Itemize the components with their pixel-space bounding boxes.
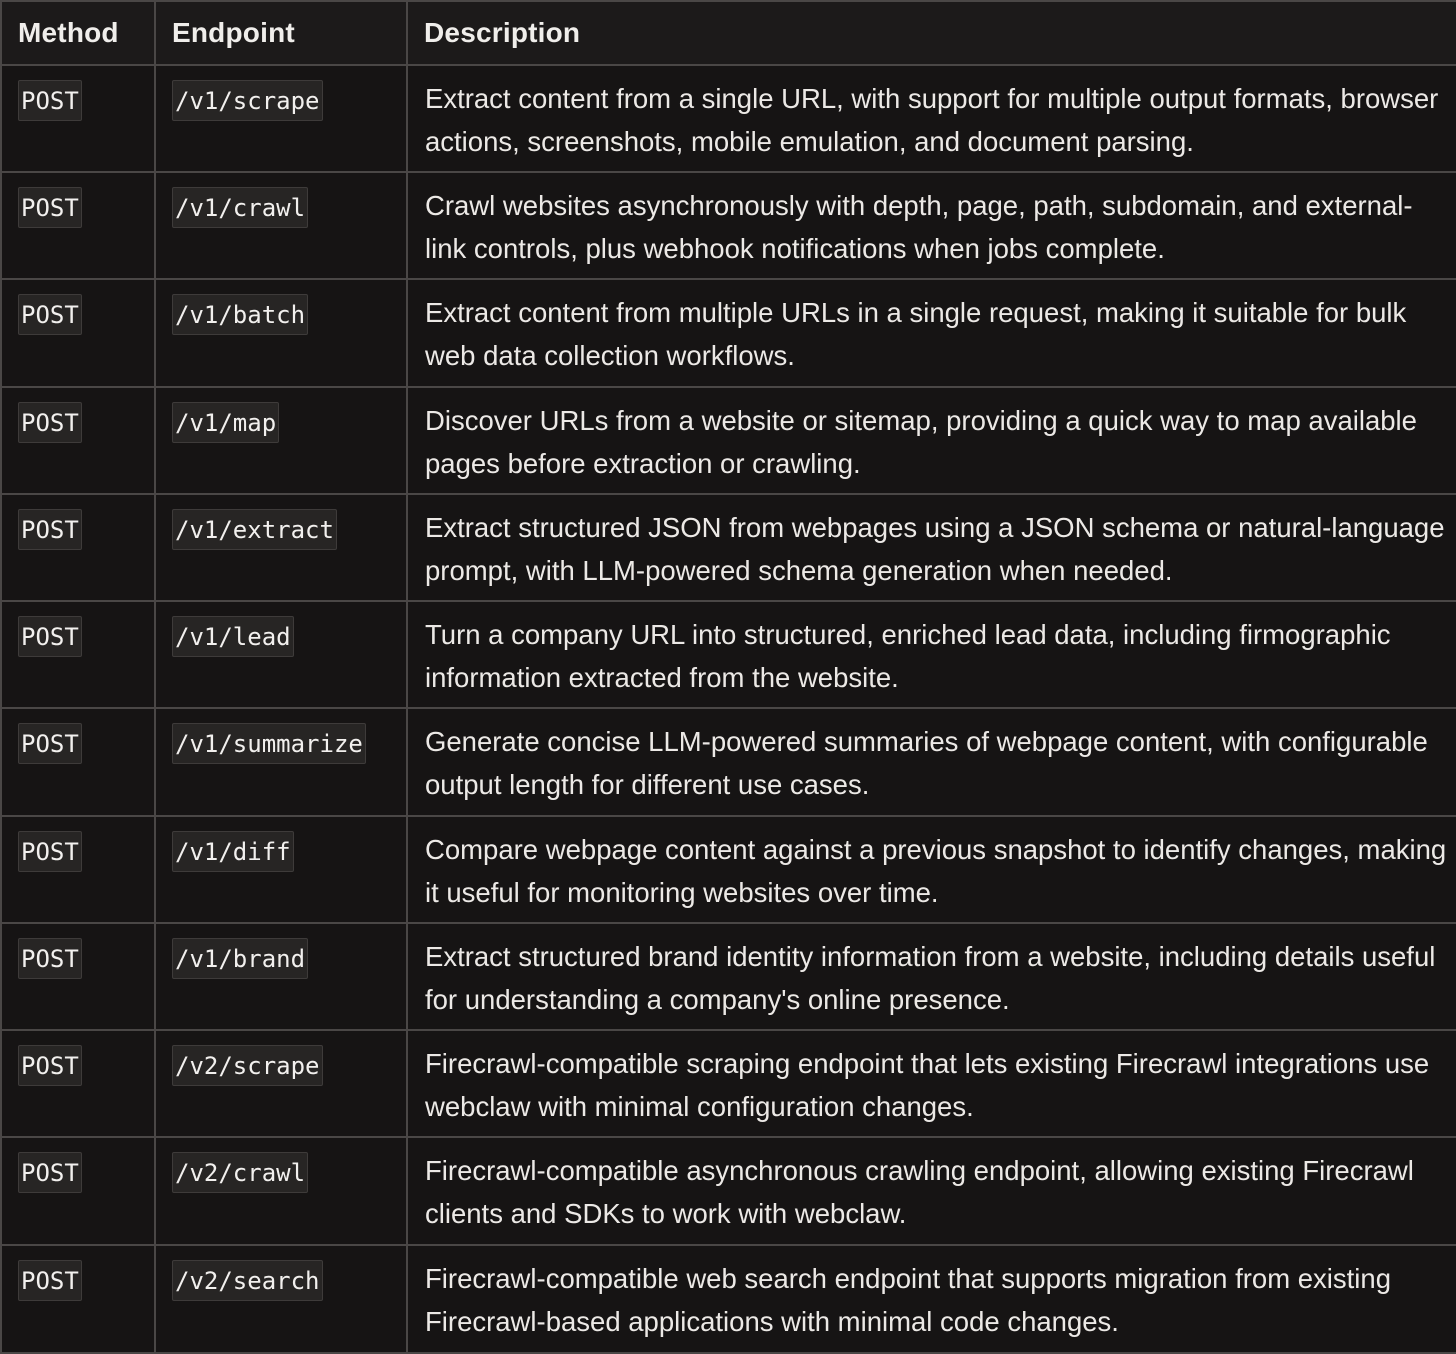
endpoint-code: /v1/summarize [172, 723, 366, 764]
endpoint-cell [155, 923, 407, 1030]
description-cell: Firecrawl-compatible web search endpoint that supports migration from existing Firecrawl-based applications with minimal code changes. [407, 1245, 1456, 1353]
endpoint-code: /v1/scrape [172, 80, 323, 121]
header-row [1, 1, 1456, 65]
method-cell [1, 172, 155, 279]
table-header [1, 1, 1456, 65]
header-description: Description [407, 1, 1456, 65]
method-code: POST [18, 509, 82, 550]
table-row [1, 1137, 1456, 1244]
endpoint-code: /v2/search [172, 1260, 323, 1301]
endpoint-code: /v2/scrape [172, 1045, 323, 1086]
description-cell: Compare webpage content against a previous snapshot to identify changes, making it useful for monitoring websites over time. [407, 816, 1456, 923]
endpoint-cell [155, 1137, 407, 1244]
method-cell [1, 1137, 155, 1244]
header-endpoint: Endpoint [155, 1, 407, 65]
method-cell [1, 65, 155, 172]
endpoint-code: /v1/brand [172, 938, 308, 979]
method-cell [1, 816, 155, 923]
description-cell: Crawl websites asynchronously with depth, page, path, subdomain, and external-link controls, plus webhook notifications when jobs complete. [407, 172, 1456, 279]
method-cell [1, 387, 155, 494]
description-cell: Extract structured brand identity information from a website, including details useful for understanding a company's online presence. [407, 923, 1456, 1030]
endpoint-cell [155, 1030, 407, 1137]
method-cell [1, 1245, 155, 1353]
endpoint-cell [155, 172, 407, 279]
method-cell [1, 708, 155, 815]
table-body [1, 65, 1456, 1353]
method-code: POST [18, 938, 82, 979]
description-cell: Extract content from multiple URLs in a single request, making it suitable for bulk web data collection workflows. [407, 279, 1456, 386]
description-cell: Discover URLs from a website or sitemap, providing a quick way to map available pages before extraction or crawling. [407, 387, 1456, 494]
table-row [1, 172, 1456, 279]
description-cell: Generate concise LLM-powered summaries of webpage content, with configurable output length for different use cases. [407, 708, 1456, 815]
endpoint-code: /v1/diff [172, 831, 294, 872]
table-row [1, 601, 1456, 708]
method-code: POST [18, 187, 82, 228]
method-code: POST [18, 1045, 82, 1086]
method-code: POST [18, 723, 82, 764]
endpoint-cell [155, 279, 407, 386]
table-row [1, 923, 1456, 1030]
table-row [1, 816, 1456, 923]
table-row [1, 1245, 1456, 1353]
endpoint-code: /v1/lead [172, 616, 294, 657]
method-cell [1, 494, 155, 601]
method-cell [1, 923, 155, 1030]
method-cell [1, 1030, 155, 1137]
endpoint-cell [155, 1245, 407, 1353]
table-row [1, 1030, 1456, 1137]
endpoint-code: /v1/map [172, 402, 279, 443]
method-code: POST [18, 831, 82, 872]
description-cell: Firecrawl-compatible asynchronous crawling endpoint, allowing existing Firecrawl clients and SDKs to work with webclaw. [407, 1137, 1456, 1244]
method-code: POST [18, 402, 82, 443]
description-cell: Firecrawl-compatible scraping endpoint that lets existing Firecrawl integrations use webclaw with minimal configuration changes. [407, 1030, 1456, 1137]
description-cell: Extract structured JSON from webpages using a JSON schema or natural-language prompt, with LLM-powered schema generation when needed. [407, 494, 1456, 601]
table-row [1, 708, 1456, 815]
method-code: POST [18, 294, 82, 335]
method-code: POST [18, 616, 82, 657]
endpoint-cell [155, 708, 407, 815]
endpoint-cell [155, 601, 407, 708]
endpoint-cell [155, 816, 407, 923]
table-row [1, 65, 1456, 172]
description-cell: Extract content from a single URL, with support for multiple output formats, browser actions, screenshots, mobile emulation, and document parsing. [407, 65, 1456, 172]
table-row [1, 279, 1456, 386]
endpoint-code: /v1/crawl [172, 187, 308, 228]
header-method: Method [1, 1, 155, 65]
table-row [1, 494, 1456, 601]
table-row [1, 387, 1456, 494]
description-cell: Turn a company URL into structured, enriched lead data, including firmographic information extracted from the website. [407, 601, 1456, 708]
method-code: POST [18, 1152, 82, 1193]
method-cell [1, 279, 155, 386]
method-code: POST [18, 1260, 82, 1301]
endpoint-cell [155, 65, 407, 172]
endpoint-cell [155, 494, 407, 601]
method-cell [1, 601, 155, 708]
method-code: POST [18, 80, 82, 121]
endpoint-cell [155, 387, 407, 494]
endpoint-code: /v1/extract [172, 509, 337, 550]
endpoint-code: /v2/crawl [172, 1152, 308, 1193]
endpoint-code: /v1/batch [172, 294, 308, 335]
